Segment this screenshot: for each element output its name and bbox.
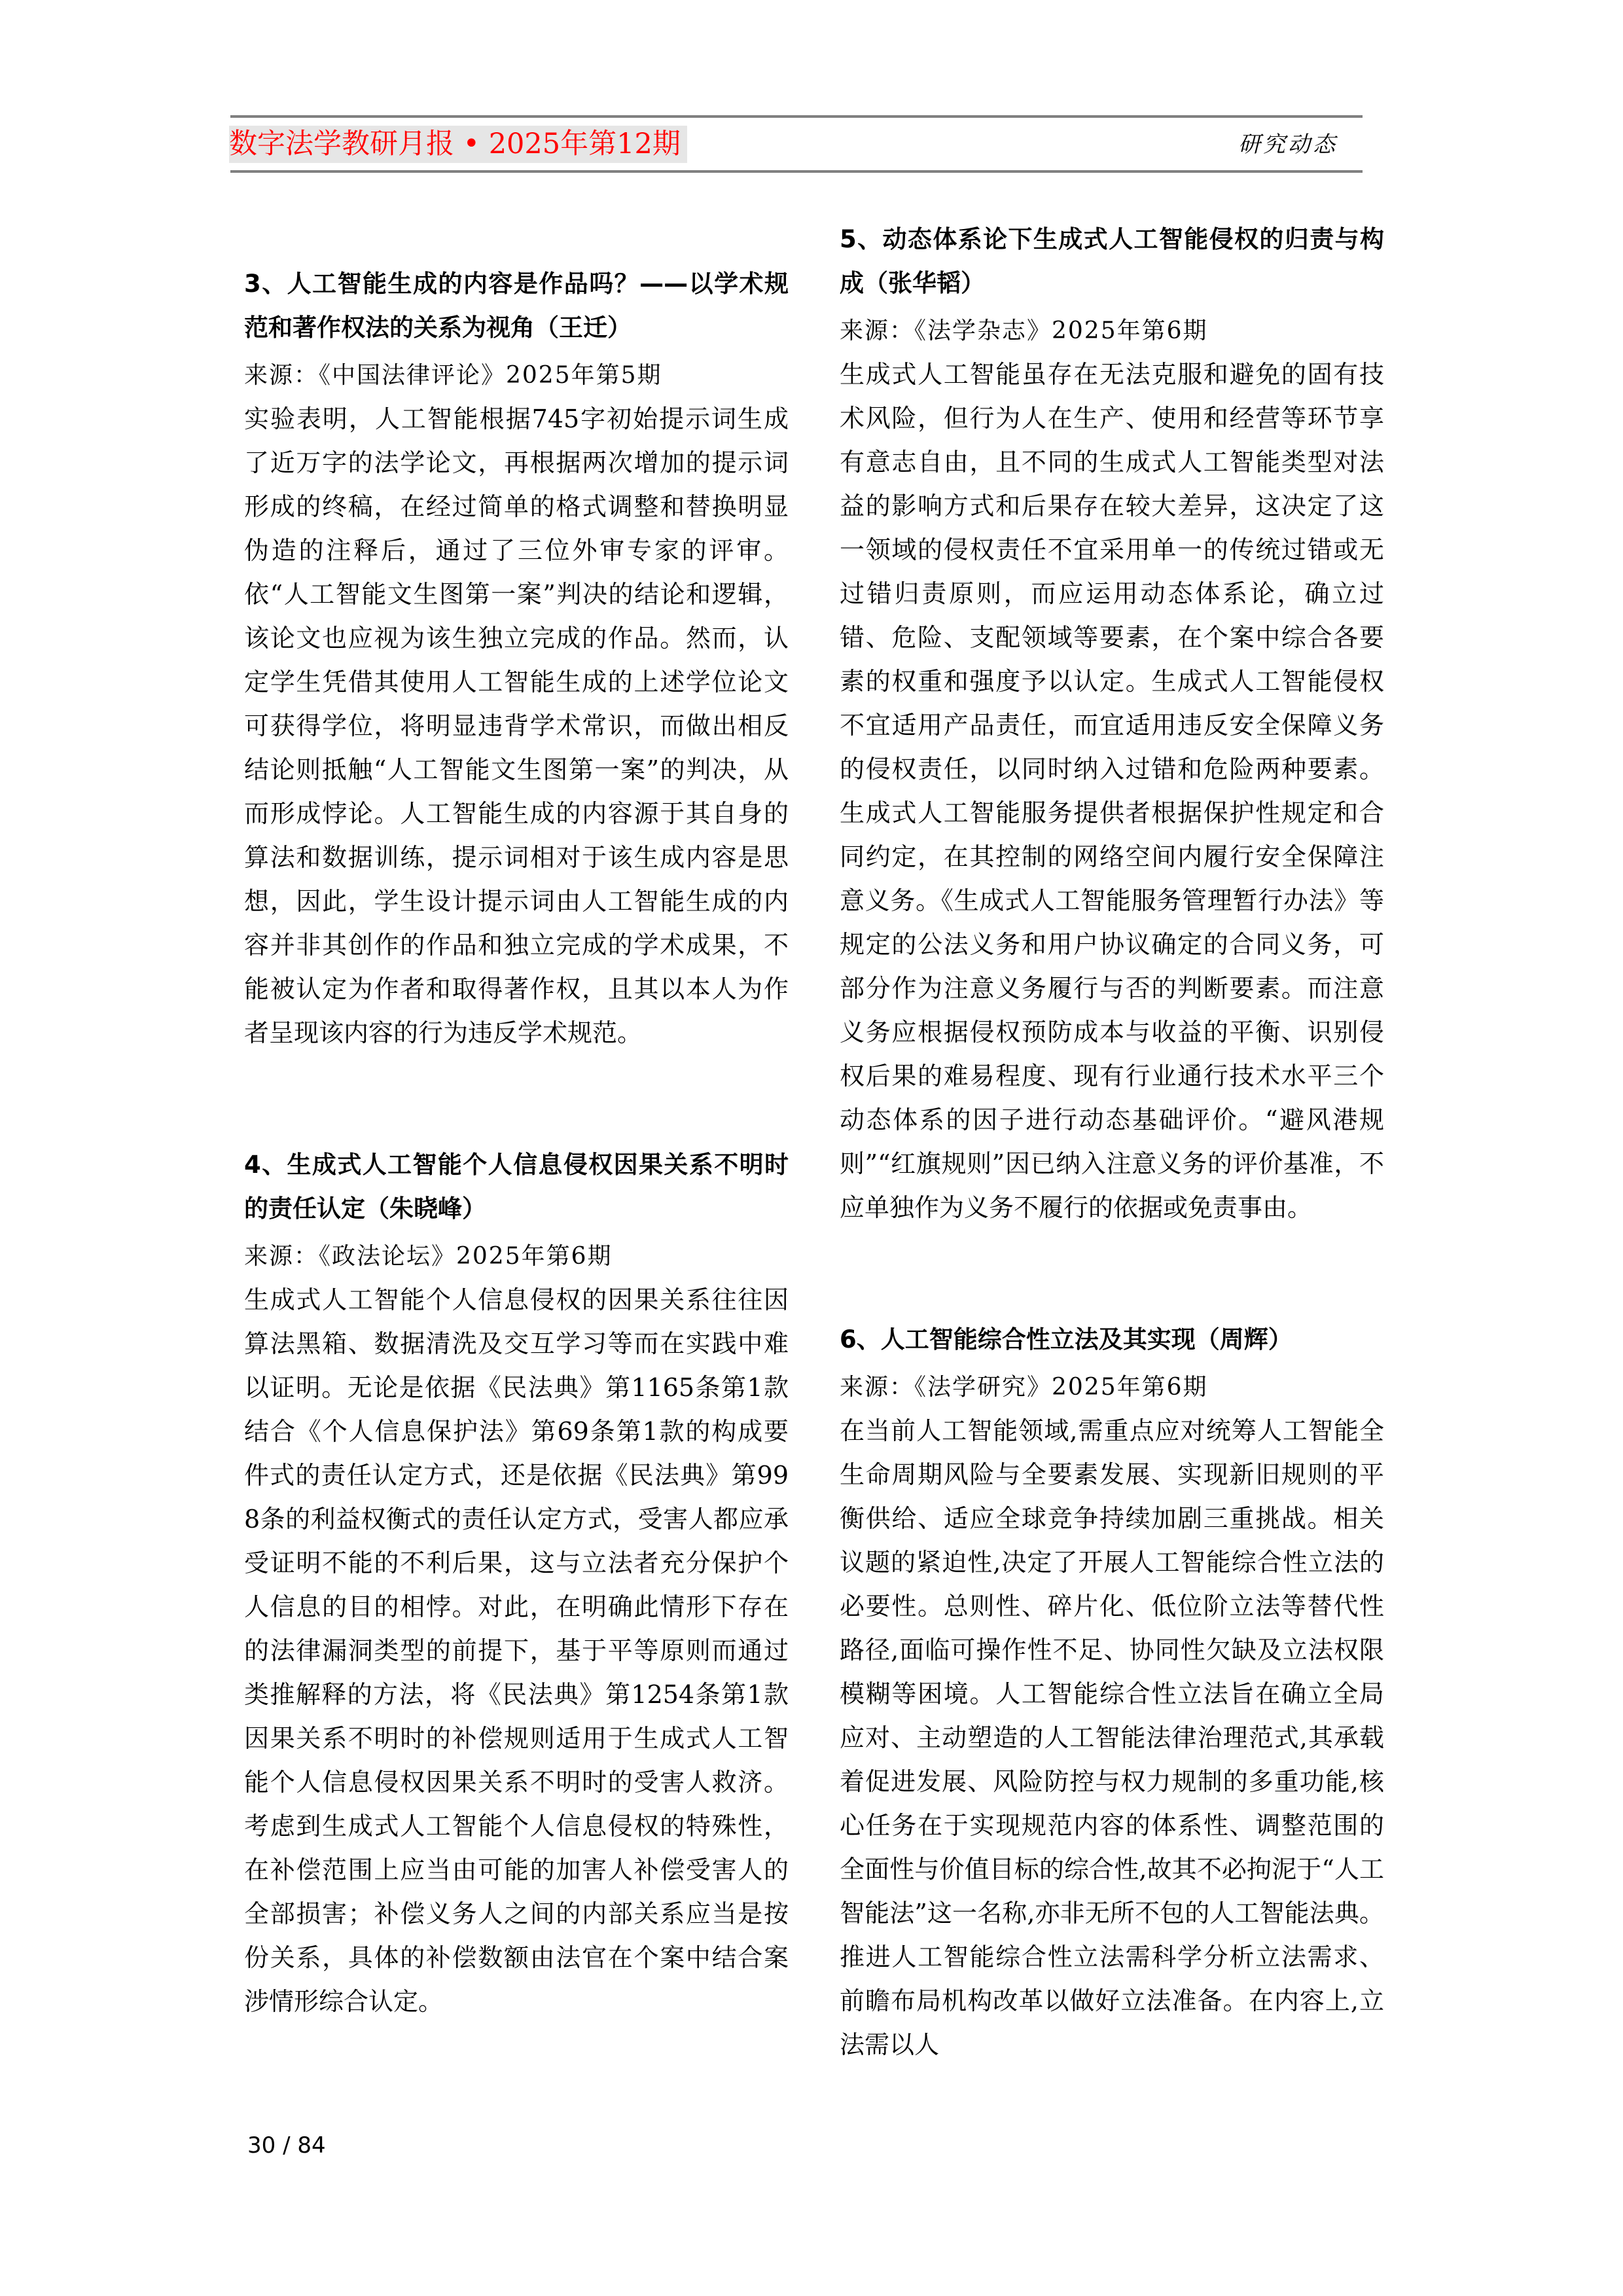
article-abstract: 生成式人工智能虽存在无法克服和避免的固有技术风险，但行为人在生产、使用和经营等环节享有意志自由，且不同的生成式人工智能类型对法益的影响方式和后果存在较大差异，这决定了这一领域的侵权责任不宜采用单一的传统过错或无过错归责原则，而应运用动态体系论，确立过错、危险、支配领域等要素，在个案中综合各要素的权重和强度予以认定。生成式人工智能侵权不宜适用产品责任，而宜适用违反安全保障义务的侵权责任，以同时纳入过错和危险两种要素。生成式人工智能服务提供者根据保护性规定和合同约定，在其控制的网络空间内履行安全保障注意义务。《生成式人工智能服务管理暂行办法》等规定的公法义务和用户协议确定的合同义务，可部分作为注意义务履行与否的判断要素。而注意义务应根据侵权预防成本与收益的平衡、识别侵权后果的难易程度、现有行业通行技术水平三个动态体系的因子进行动态基础评价。“避风港规则”“红旗规则”因已纳入注意义务的评价基准，不应单独作为义务不履行的依据或免责事由。 <box>840 360 1384 1222</box>
article-source: 来源：《中国法律评论》2025年第5期 <box>244 362 662 389</box>
article-abstract: 实验表明，人工智能根据745字初始提示词生成了近万字的法学论文，再根据两次增加的提示词形成的终稿，在经过简单的格式调整和替换明显伪造的注释后，通过了三位外审专家的评审。依“人工智能文生图第一案”判决的结论和逻辑，该论文也应视为该生独立完成的作品。然而，认定学生凭借其使用人工智能生成的上述学位论文可获得学位，将明显违背学术常识，而做出相反结论则抵触“人工智能文生图第一案”的判决，从而形成悖论。人工智能生成的内容源于其自身的算法和数据训练，提示词相对于该生成内容是思想，因此，学生设计提示词由人工智能生成的内容并非其创作的作品和独立完成的学术成果，不能被认定为作者和取得著作权，且其以本人为作者呈现该内容的行为违反学术规范。 <box>244 404 789 1047</box>
article-3 <box>244 262 789 1055</box>
header-bottom-rule <box>230 170 1363 173</box>
article-source: 来源：《法学研究》2025年第6期 <box>840 1374 1208 1401</box>
article-title: 3、人工智能生成的内容是作品吗？——以学术规范和著作权法的关系为视角（王迁） <box>244 270 789 342</box>
article-6 <box>840 1318 1384 2067</box>
article-source: 来源：《政法论坛》2025年第6期 <box>244 1243 613 1270</box>
section-label: 研究动态 <box>1238 132 1338 158</box>
article-5 <box>840 217 1384 1230</box>
article-title: 5、动态体系论下生成式人工智能侵权的归责与构成（张华韬） <box>840 225 1384 297</box>
page-number: 30 / 84 <box>247 2132 326 2159</box>
right-column <box>840 217 1384 2067</box>
article-abstract: 生成式人工智能个人信息侵权的因果关系往往因算法黑箱、数据清洗及交互学习等而在实践中难以证明。无论是依据《民法典》第1165条第1款结合《个人信息保护法》第69条第1款的构成要件式的责任认定方式，还是依据《民法典》第998条的利益权衡式的责任认定方式，受害人都应承受证明不能的不利后果，这与立法者充分保护个人信息的目的相悖。对此，在明确此情形下存在的法律漏洞类型的前提下，基于平等原则而通过类推解释的方法，将《民法典》第1254条第1款因果关系不明时的补偿规则适用于生成式人工智能个人信息侵权因果关系不明时的受害人救济。考虑到生成式人工智能个人信息侵权的特殊性，在补偿范围上应当由可能的加害人补偿受害人的全部损害；补偿义务人之间的内部关系应当是按份关系，具体的补偿数额由法官在个案中结合案涉情形综合认定。 <box>244 1285 789 2016</box>
publication-title: 数字法学教研月报 • 2025年第12期 <box>229 126 687 163</box>
article-source: 来源：《法学杂志》2025年第6期 <box>840 317 1208 344</box>
article-title: 4、生成式人工智能个人信息侵权因果关系不明时的责任认定（朱晓峰） <box>244 1151 789 1223</box>
article-abstract: 在当前人工智能领域,需重点应对统筹人工智能全生命周期风险与全要素发展、实现新旧规则的平衡供给、适应全球竞争持续加剧三重挑战。相关议题的紧迫性,决定了开展人工智能综合性立法的必要性。总则性、碎片化、低位阶立法等替代性路径,面临可操作性不足、协同性欠缺及立法权限模糊等困境。人工智能综合性立法旨在确立全局应对、主动塑造的人工智能法律治理范式,其承载着促进发展、风险防控与权力规制的多重功能,核心任务在于实现规范内容的体系性、调整范围的全面性与价值目标的综合性,故其不必拘泥于“人工智能法”这一名称,亦非无所不包的人工智能法典。推进人工智能综合性立法需科学分析立法需求、前瞻布局机构改革以做好立法准备。在内容上,立法需以人 <box>840 1416 1384 2059</box>
article-title: 6、人工智能综合性立法及其实现（周辉） <box>840 1325 1293 1354</box>
left-column <box>244 262 789 2024</box>
article-4 <box>244 1143 789 2024</box>
header-top-rule <box>230 115 1363 118</box>
